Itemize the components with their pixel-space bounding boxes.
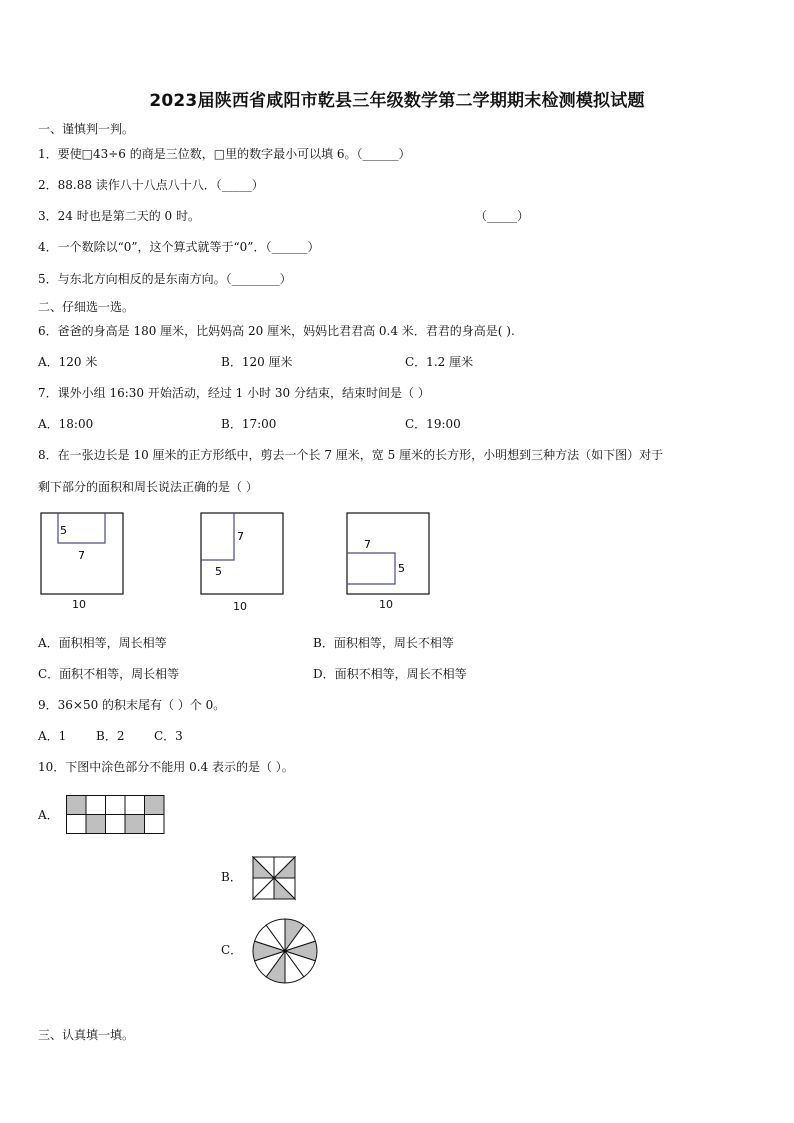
q10-option-a-label: A． — [38, 808, 59, 822]
section-3-heading: 三、认真填一填。 — [38, 1028, 135, 1042]
q8-fig1-side-label: 10 — [72, 598, 86, 611]
q8-option-a: A．面积相等，周长相等 — [38, 636, 167, 650]
q10-option-b-label: B． — [221, 870, 242, 884]
q6-option-c: C．1.2 厘米 — [405, 355, 474, 369]
grid-cell — [106, 796, 126, 815]
question-1: 1．要使□43÷6 的商是三位数，□里的数字最小可以填 6。（______） — [38, 147, 411, 161]
q8-fig2-side-label: 10 — [233, 600, 247, 613]
q8-fig1-label-5: 5 — [60, 524, 67, 537]
q8-fig3-label-5: 5 — [398, 562, 405, 575]
q7-option-c: C．19:00 — [405, 417, 461, 431]
grid-cell-shaded — [86, 815, 106, 834]
question-3: 3．24 时也是第二天的 0 时。 — [38, 209, 200, 223]
q8-figure-1 — [40, 512, 125, 596]
q9-option-c: C．3 — [154, 729, 183, 743]
q8-fig2-label-5: 5 — [215, 565, 222, 578]
q10-figure-c-circle — [252, 918, 320, 986]
q8-fig3-side-label: 10 — [379, 598, 393, 611]
q8-fig1-label-7: 7 — [78, 549, 85, 562]
question-8-line2: 剩下部分的面积和周长说法正确的是（ ） — [38, 480, 258, 494]
question-8-line1: 8．在一张边长是 10 厘米的正方形纸中，剪去一个长 7 厘米，宽 5 厘米的长方形，小明想到三种方法（如下图）对于 — [38, 448, 664, 462]
question-3-blank: （_____） — [475, 209, 530, 223]
grid-cell-shaded — [125, 815, 145, 834]
q8-fig2-label-7: 7 — [237, 530, 244, 543]
q10-figure-b-square — [252, 856, 296, 900]
page-title: 2023届陕西省咸阳市乾县三年级数学第二学期期末检测模拟试题 — [149, 91, 645, 111]
q10-figure-a-grid — [66, 795, 166, 835]
question-9: 9．36×50 的积末尾有（ ）个 0。 — [38, 698, 226, 712]
question-2: 2．88.88 读作八十八点八十八．（_____） — [38, 178, 264, 192]
q6-option-b: B．120 厘米 — [221, 355, 293, 369]
q7-option-a: A．18:00 — [38, 417, 94, 431]
grid-cell-shaded — [67, 796, 87, 815]
grid-cell-shaded — [145, 796, 165, 815]
grid-cell — [125, 796, 145, 815]
grid-cell — [145, 815, 165, 834]
q8-figure-3 — [346, 512, 431, 596]
q8-figure-2 — [200, 512, 285, 596]
q7-option-b: B．17:00 — [221, 417, 277, 431]
q8-option-c: C．面积不相等，周长相等 — [38, 667, 180, 681]
grid-cell — [86, 796, 106, 815]
question-10: 10．下图中涂色部分不能用 0.4 表示的是（ ）。 — [38, 760, 294, 774]
question-4: 4．一个数除以“0”，这个算式就等于“0”．（______） — [38, 240, 320, 254]
q8-option-d: D．面积不相等，周长不相等 — [313, 667, 467, 681]
grid-cell — [106, 815, 126, 834]
question-6: 6．爸爸的身高是 180 厘米，比妈妈高 20 厘米，妈妈比君君高 0.4 米．君君的身高是( ). — [38, 324, 515, 338]
section-2-heading: 二、仔细选一选。 — [38, 300, 135, 314]
q6-option-a: A．120 米 — [38, 355, 98, 369]
q9-option-b: B．2 — [96, 729, 125, 743]
q8-fig3-label-7: 7 — [364, 538, 371, 551]
grid-cell — [67, 815, 87, 834]
question-7: 7．课外小组 16:30 开始活动，经过 1 小时 30 分结束，结束时间是（ ） — [38, 386, 430, 400]
question-5: 5．与东北方向相反的是东南方向。（________） — [38, 272, 292, 286]
q8-option-b: B．面积相等，周长不相等 — [313, 636, 454, 650]
q9-option-a: A．1 — [38, 729, 67, 743]
q10-option-c-label: C． — [221, 943, 243, 957]
section-1-heading: 一、谨慎判一判。 — [38, 122, 135, 136]
